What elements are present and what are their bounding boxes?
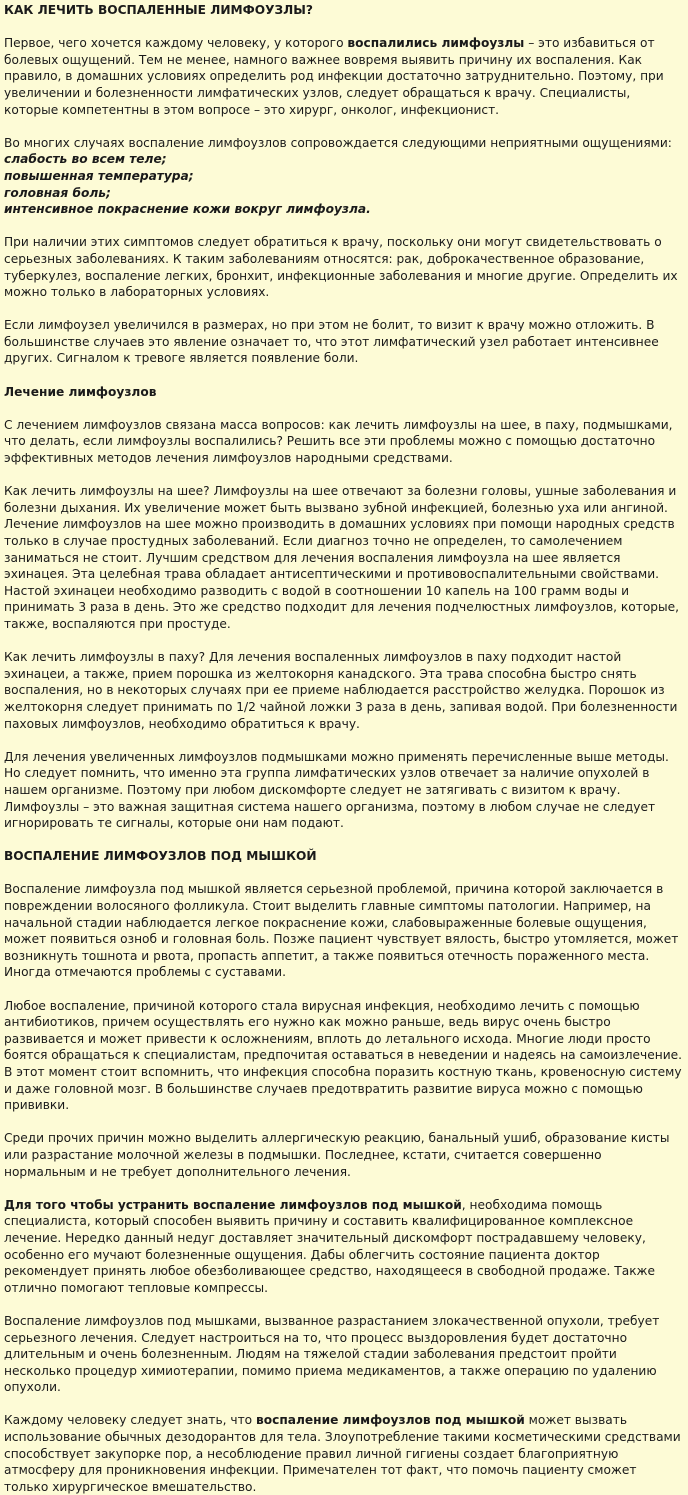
armpit-paragraph (4, 749, 684, 832)
deodorant-bold-phrase: воспаление лимфоузлов под мышкой (256, 1413, 525, 1428)
questions-paragraph: С лечением лимфоузлов связана масса вопросов: как лечить лимфоузлы на шее, в паху, подмышками, что делать, если лимфоузлы воспалились? Решить все эти проблемы можно с помощью достаточно эффективных методов лечения лимфоузлов народными средствами. (4, 417, 673, 466)
symptom-item: повышенная температура; (4, 168, 194, 183)
intro-paragraph (4, 35, 684, 118)
tumor-paragraph: Воспаление лимфоузлов под мышками, вызванное разрастанием злокачественной опухоли, требует серьезного лечения. Следует настроиться на то, что процесс выздоровления будет достаточно длительным и очень болезненным. Людям на тяжелой стадии заболевания предстоит пройти несколько процедур химиотерапии, помимо приема медикаментов, а также операцию по удалению опухоли. (4, 1313, 660, 1395)
virus-paragraph: Любое воспаление, причиной которого стала вирусная инфекция, необходимо лечить с помощью антибиотиков, причем осуществлять его нужно как можно раньше, ведь вирус очень быстро развивается и может привести к осложнениям, вплоть до летального исхода. Многие люди просто боятся обращаться к специалистам, предпочитая оставаться в неведении и надеясь на самоизлечение. В этот момент стоит вспомнить, что инфекция способна поразить костную ткань, кровеносную систему и даже головной мозг. В большинстве случаев предотвратить развитие вируса можно с помощью прививки. (4, 998, 682, 1113)
section-heading-treatment: Лечение лимфоузлов (4, 384, 157, 399)
symptoms-lead: Во многих случаях воспаление лимфоузлов сопровождается следующими неприятными ощущениями: (4, 135, 672, 150)
groin-paragraph: Как лечить лимфоузлы в паху? Для лечения воспаленных лимфоузлов в паху подходит настой эхинацеи, а также, прием порошка из желтокорня канадского. Эта трава способна быстро снять воспаления, но в некоторых случаях при ее приеме наблюдается расстройство желудка. Порошок из желтокорня следует принимать по 1/2 чайной ложки 3 раза в день, запивая водой. При болезненности паховых лимфоузлов, необходимо обратиться к врачу. (4, 650, 678, 731)
eliminate-paragraph (4, 1197, 684, 1297)
doctor-paragraph: При наличии этих симптомов следует обратиться к врачу, поскольку они могут свидетельствовать о серьезных заболеваниях. К таким заболеваниям относятся: рак, доброкачественное образование, туберкулез, воспаление легких, бронхит, инфекционные заболевания и многие другие. Определить их можно только в лабораторных условиях. (4, 235, 678, 300)
symptom-item: слабость во всем теле; (4, 152, 167, 167)
follicle-paragraph: Воспаление лимфоузла под мышкой является серьезной проблемой, причина которой заключается в повреждении волосяного фолликула. Стоит выделить главные симптомы патологии. Например, на начальной стадии наблюдается легкое покраснение кожи, слабовыраженные болевые ощущения, может появиться озноб и головная боль. Позже пациент чувствует вялость, быстро утомляется, может возникнуть тошнота и рвота, пропасть аппетит, а также появиться отечность пораженного места. Иногда отмечаются проблемы с суставами. (4, 882, 679, 980)
neck-paragraph: Как лечить лимфоузлы на шее? Лимфоузлы на шее отвечают за болезни головы, ушные заболевания и болезни дыхания. Их увеличение может быть вызвано зубной инфекцией, болезнью уха или ангиной. Лечение лимфоузлов на шее можно производить в домашних условиях при помощи народных средств только в случае простудных заболеваний. Если диагноз точно не определен, то самолечением заниматься не стоит. Лучшим средством для лечения воспаления лимфоузла на шее является эхинацея. Эта целебная трава обладает антисептическими и противовоспалительными свойствами. Настой эхинацеи необходимо разводить с водой в соотношении 10 капель на 100 грамм воды и принимать 3 раза в день. Это же средство подходит для лечения подчелюстных лимфоузлов, которые, также, воспаляются при простуде. (4, 484, 680, 631)
intro-bold-phrase: воспалились лимфоузлы (347, 36, 525, 51)
page-title: КАК ЛЕЧИТЬ ВОСПАЛЕННЫЕ ЛИМФОУЗЛЫ? (4, 3, 313, 17)
deodorant-text-end: может вызвать использование обычных дезодорантов для тела. Злоупотребление такими косметическими средствами способствует закупорке пор, а несоблюдение правил личной гигиены создает благоприятную атмосферу для проникновения инфекции. Примечателен тот факт, что помочь пациенту сможет только хирургическое вмешательство. (4, 1413, 681, 1494)
intro-text-end: – это избавиться от болевых ощущений. Тем не менее, намного важнее вовремя выявить причину их воспаления. Как правило, в домашних условиях определить род инфекции достаточно затруднительно. Поэтому, при увеличении и болезненности лимфатических узлов, следует обращаться к врачу. Специалисты, которые компетентны в этом вопросе – это хирург, онколог, инфекционист. (4, 36, 664, 117)
armpit-text-b: Лимфоузлы – это важная защитная система нашего организма, поэтому в любом случае не следует игнорировать те сигналы, которые они нам подают. (4, 799, 656, 831)
eliminate-text: , необходима помощь специалиста, который способен выявить причину и составить квалифицированное комплексное лечение. Нередко данный недуг доставляет значительный дискомфорт пострадавшему человеку, особенно его мучают болезненные ощущения. Дабы облегчить состояние пациента доктор рекомендует принять любое обезболивающее средство, находящееся в свободной продаже. Также отлично помогают тепловые компрессы. (4, 1197, 656, 1295)
symptom-item: интенсивное покраснение кожи вокруг лимфоузла. (4, 202, 371, 217)
section-heading-armpit: ВОСПАЛЕНИЕ ЛИМФОУЗЛОВ ПОД МЫШКОЙ (4, 849, 317, 864)
enlarged-paragraph: Если лимфоузел увеличился в размерах, но при этом не болит, то визит к врачу можно отложить. В большинстве случаев это явление означает то, что этот лимфатический узел работает интенсивнее других. Сигналом к тревоге является появление боли. (4, 318, 659, 366)
deodorant-text-start: Каждому человеку следует знать, что (4, 1413, 257, 1428)
intro-text-start: Первое, чего хочется каждому человеку, у которого (4, 36, 348, 51)
symptoms-block (4, 135, 684, 218)
armpit-text-a: Для лечения увеличенных лимфоузлов подмышками можно применять перечисленные выше методы. Но следует помнить, что именно эта группа лимфатических узлов отвечает за наличие опухолей в нашем организме. Поэтому при любом дискомфорте следует не затягивать с визитом к врачу. (4, 749, 669, 797)
symptom-item: головная боль; (4, 185, 111, 200)
allergy-paragraph: Среди прочих причин можно выделить аллергическую реакцию, банальный ушиб, образование кисты или разрастание молочной железы в подмышки. Последнее, кстати, считается совершенно нормальным и не требует дополнительного лечения. (4, 1131, 670, 1179)
deodorant-paragraph (4, 1412, 684, 1495)
eliminate-bold-phrase: Для того чтобы устранить воспаление лимфоузлов под мышкой (4, 1197, 462, 1212)
